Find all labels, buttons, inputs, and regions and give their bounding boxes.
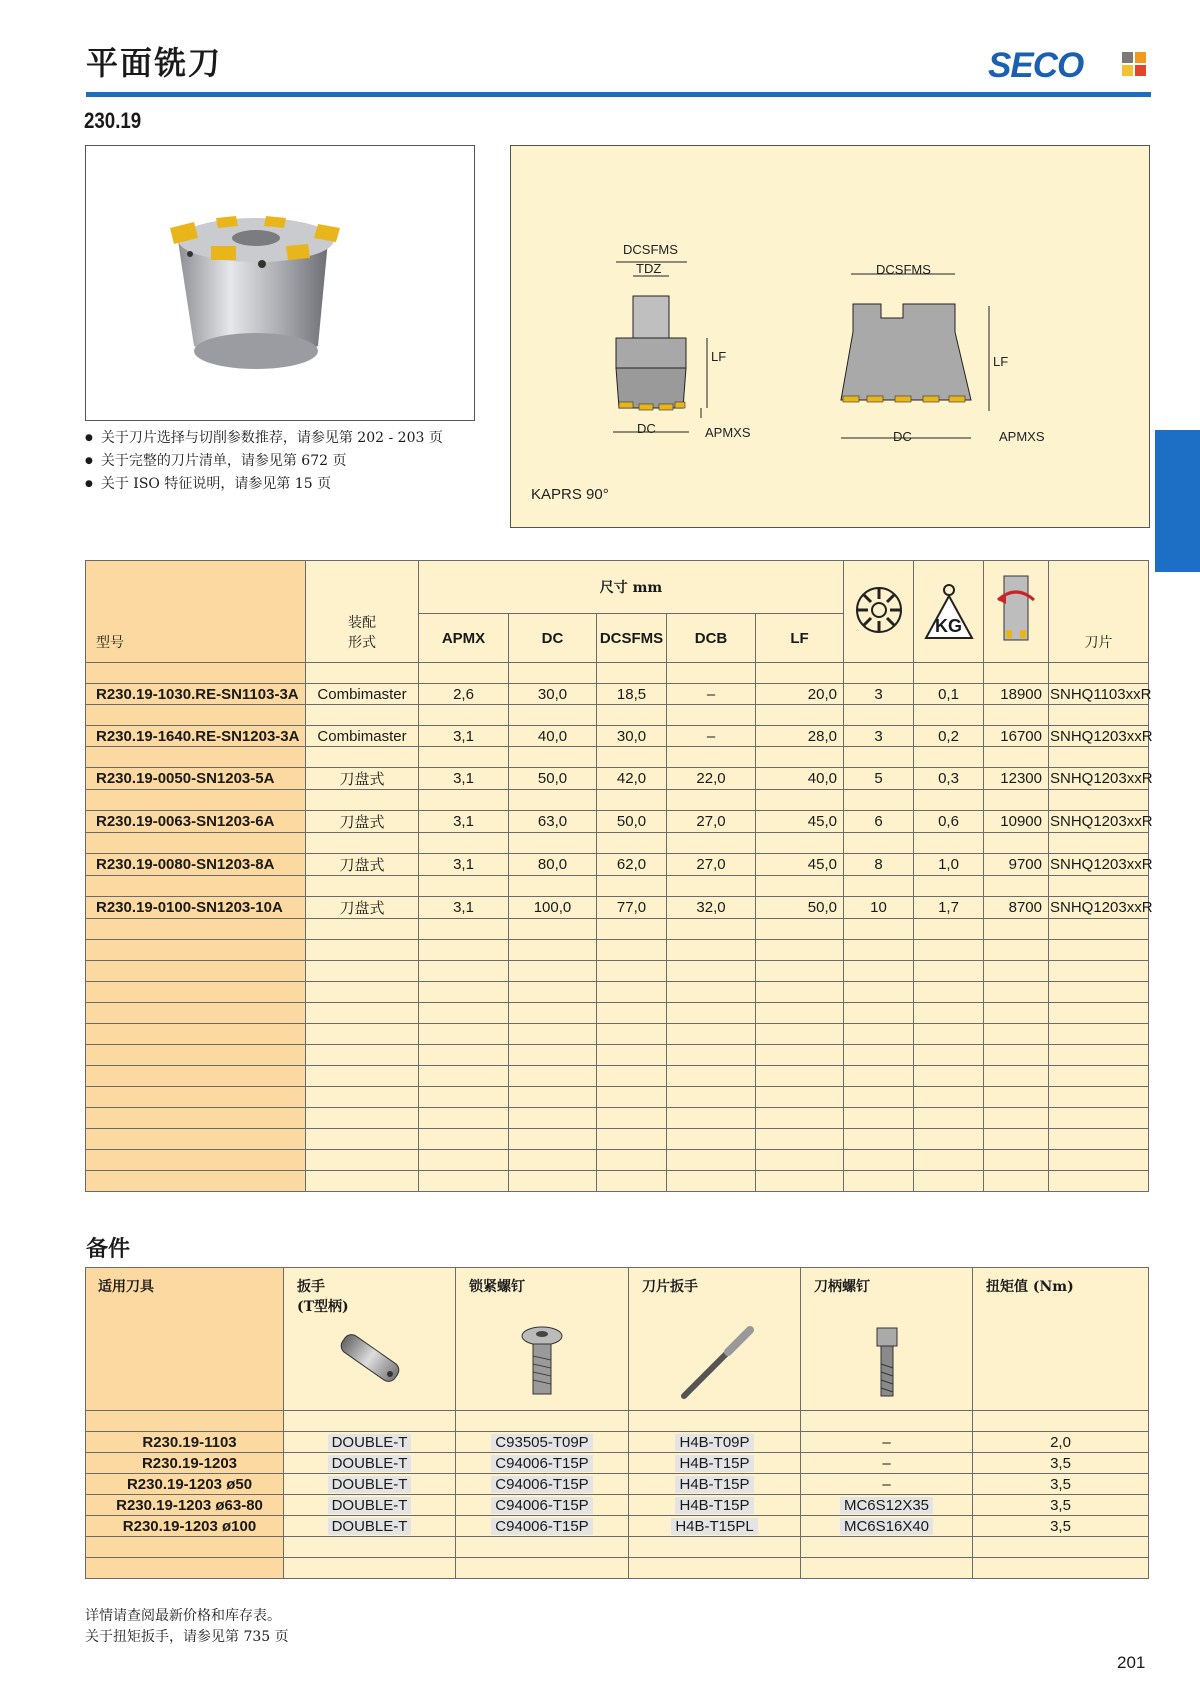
spares-shank-value: – <box>882 1433 891 1451</box>
note-item: ● 关于 ISO 特征说明，请参见第 15 页 <box>85 474 443 497</box>
mount-cell: Combimaster <box>306 726 419 747</box>
dc-cell: 40,0 <box>509 726 597 747</box>
insert-cell: SNHQ1203xxR <box>1049 811 1149 833</box>
dcb-cell: – <box>667 726 756 747</box>
spares-spacer-row <box>86 1537 1149 1558</box>
footer-notes <box>85 1606 289 1648</box>
spares-tool-cell: R230.19-1203 <box>86 1453 284 1474</box>
max-rpm-icon <box>992 570 1040 650</box>
spares-torque-cell <box>973 1474 1149 1495</box>
page-number: 201 <box>1117 1653 1146 1672</box>
z-cell: 8 <box>844 854 914 876</box>
spares-shank-cell <box>801 1474 973 1495</box>
mount-cell: 刀盘式 <box>306 811 419 833</box>
spares-row <box>86 1495 1149 1516</box>
col-kg <box>914 561 984 663</box>
spares-torque-cell <box>973 1453 1149 1474</box>
apmx-cell: 3,1 <box>419 811 509 833</box>
dcsfms-cell: 30,0 <box>597 726 667 747</box>
spares-wrench-cell <box>284 1516 456 1537</box>
spares-key-cell <box>629 1495 801 1516</box>
rpm-cell: 10900 <box>984 811 1049 833</box>
cutter-table <box>85 560 1153 1192</box>
spares-wrench-cell <box>284 1495 456 1516</box>
footer-line-1: 详情请查阅最新价格和库存表。 <box>85 1608 281 1624</box>
spacer-row <box>86 1087 1149 1108</box>
lf-cell: 50,0 <box>756 897 844 919</box>
spares-wrench-value: DOUBLE-T <box>328 1434 412 1451</box>
model-cell: R230.19-0100-SN1203-10A <box>86 897 306 919</box>
spares-wrench-value: DOUBLE-T <box>328 1518 412 1535</box>
lf-cell: 20,0 <box>756 684 844 705</box>
spares-table <box>85 1267 1149 1579</box>
spares-wrench-value: DOUBLE-T <box>328 1497 412 1514</box>
spacer-row <box>86 833 1149 854</box>
spares-screw-value: C94006-T15P <box>491 1455 592 1472</box>
model-cell: R230.19-1640.RE-SN1203-3A <box>86 726 306 747</box>
dc-cell: 100,0 <box>509 897 597 919</box>
dc-cell: 30,0 <box>509 684 597 705</box>
spares-torque-cell <box>973 1432 1149 1453</box>
z-cell: 10 <box>844 897 914 919</box>
spares-key-value: H4B-T09P <box>675 1434 753 1451</box>
z-cell: 5 <box>844 768 914 790</box>
spares-shank-value: – <box>882 1475 891 1493</box>
spares-shank-value: – <box>882 1454 891 1472</box>
spacer-row <box>86 919 1149 940</box>
dc-cell: 63,0 <box>509 811 597 833</box>
dc-cell: 80,0 <box>509 854 597 876</box>
lf-cell: 40,0 <box>756 768 844 790</box>
dcb-cell: 27,0 <box>667 854 756 876</box>
kg-cell: 1,7 <box>914 897 984 919</box>
col-mount: 装配 形式 <box>306 561 419 663</box>
spares-shank-cell <box>801 1516 973 1537</box>
tdz-label: TDZ <box>636 261 662 276</box>
spares-screw-value: C94006-T15P <box>491 1497 592 1514</box>
spares-row <box>86 1516 1149 1537</box>
spacer-row <box>86 1045 1149 1066</box>
insert-cell: SNHQ1103xxR <box>1050 685 1152 703</box>
spacer-row <box>86 876 1149 897</box>
table-row <box>86 897 1149 919</box>
model-cell: R230.19-0080-SN1203-8A <box>86 854 306 876</box>
shank-screw-header-label: 刀柄螺钉 <box>814 1279 870 1295</box>
z-cell: 3 <box>844 726 914 747</box>
spares-screw-cell <box>456 1495 629 1516</box>
spares-col-tool: 适用刀具 <box>86 1268 284 1411</box>
face-mill-image <box>86 146 474 420</box>
apmx-cell: 3,1 <box>419 726 509 747</box>
rpm-cell: 9700 <box>984 854 1049 876</box>
spares-tool-cell: R230.19-1103 <box>86 1432 284 1453</box>
insert-key-icon <box>670 1324 760 1404</box>
kg-cell: 1,0 <box>914 854 984 876</box>
spares-screw-value: C94006-T15P <box>491 1518 592 1535</box>
spares-key-cell <box>629 1516 801 1537</box>
page-title: 平面铣刀 <box>86 44 223 82</box>
note-item: ● 关于刀片选择与切削参数推荐，请参见第 202 - 203 页 <box>85 428 443 451</box>
spares-shank-value: MC6S16X40 <box>840 1518 933 1535</box>
spares-shank-cell <box>801 1432 973 1453</box>
dc-label-left: DC <box>637 421 656 436</box>
tool-drawing <box>511 146 1149 527</box>
spares-wrench-value: DOUBLE-T <box>328 1476 412 1493</box>
spares-col-insert-key <box>629 1268 801 1411</box>
apmxs-label-right: APMXS <box>999 429 1045 444</box>
spares-torque-value: 3,5 <box>1050 1496 1071 1514</box>
spares-screw-cell <box>456 1432 629 1453</box>
rpm-cell: 12300 <box>984 768 1049 790</box>
spacer-row <box>86 1066 1149 1087</box>
col-rpm <box>984 561 1049 663</box>
apmxs-label-left: APMXS <box>705 425 751 440</box>
insert-cell: SNHQ1203xxR <box>1049 854 1149 876</box>
spares-torque-cell <box>973 1516 1149 1537</box>
col-apmx: APMX <box>419 614 509 663</box>
spares-screw-value: C93505-T09P <box>491 1434 592 1451</box>
spacer-row <box>86 982 1149 1003</box>
spares-key-cell <box>629 1453 801 1474</box>
spares-screw-cell <box>456 1516 629 1537</box>
spacer-row <box>86 1024 1149 1045</box>
table-row <box>86 854 1149 876</box>
spares-torque-value: 3,5 <box>1050 1454 1071 1472</box>
col-dim-group: 尺寸 mm <box>419 561 844 614</box>
mount-cell: Combimaster <box>306 684 419 705</box>
seco-logo <box>988 46 1083 86</box>
col-lf: LF <box>756 614 844 663</box>
spares-col-shank-screw <box>801 1268 973 1411</box>
dcsfms-cell: 50,0 <box>597 811 667 833</box>
dcb-cell: 32,0 <box>667 897 756 919</box>
table-row <box>86 726 1149 747</box>
spacer-row <box>86 747 1149 768</box>
mount-cell: 刀盘式 <box>306 854 419 876</box>
dcsfms-label-right: DCSFMS <box>876 262 931 277</box>
spacer-row <box>86 961 1149 982</box>
spares-screw-cell <box>456 1474 629 1495</box>
spares-tool-cell: R230.19-1203 ø50 <box>86 1474 284 1495</box>
wrench-header-label: 扳手 (T型柄) <box>297 1279 349 1315</box>
lf-cell: 45,0 <box>756 811 844 833</box>
insert-cell: SNHQ1203xxR <box>1050 727 1153 745</box>
table-row <box>86 811 1149 833</box>
dcsfms-cell: 77,0 <box>597 897 667 919</box>
spares-shank-cell <box>801 1495 973 1516</box>
apmx-cell: 3,1 <box>419 897 509 919</box>
spares-row <box>86 1432 1149 1453</box>
spares-key-value: H4B-T15P <box>675 1497 753 1514</box>
lf-cell: 45,0 <box>756 854 844 876</box>
kg-cell: 0,1 <box>914 684 984 705</box>
spares-key-cell <box>629 1474 801 1495</box>
title-rule <box>86 92 1151 97</box>
notes-list <box>85 428 443 497</box>
spares-shank-value: MC6S12X35 <box>840 1497 933 1514</box>
spares-torque-cell <box>973 1495 1149 1516</box>
table-row <box>86 684 1149 705</box>
spares-key-cell <box>629 1432 801 1453</box>
dc-label-right: DC <box>893 429 912 444</box>
rpm-cell: 8700 <box>984 897 1049 919</box>
col-dcb: DCB <box>667 614 756 663</box>
spacer-row <box>86 790 1149 811</box>
spares-screw-value: C94006-T15P <box>491 1476 592 1493</box>
spares-wrench-cell <box>284 1453 456 1474</box>
dc-cell: 50,0 <box>509 768 597 790</box>
z-cell: 3 <box>844 684 914 705</box>
screw-header-label: 锁紧螺钉 <box>469 1279 525 1295</box>
dcb-cell: – <box>667 684 756 705</box>
spares-col-wrench <box>284 1268 456 1411</box>
table-row <box>86 768 1149 790</box>
col-dcsfms: DCSFMS <box>597 614 667 663</box>
spares-shank-cell <box>801 1453 973 1474</box>
spares-wrench-cell <box>284 1474 456 1495</box>
lf-cell: 28,0 <box>756 726 844 747</box>
col-z <box>844 561 914 663</box>
mount-cell: 刀盘式 <box>306 897 419 919</box>
spares-spacer-row <box>86 1558 1149 1579</box>
weight-label: KG <box>935 615 962 636</box>
spares-row <box>86 1474 1149 1495</box>
insert-key-header-label: 刀片扳手 <box>642 1279 698 1295</box>
col-model: 型号 <box>86 561 306 663</box>
rpm-cell: 16700 <box>984 726 1049 747</box>
lf-label-left: LF <box>711 349 727 364</box>
dcsfms-label-left: DCSFMS <box>623 242 678 257</box>
dcsfms-cell: 42,0 <box>597 768 667 790</box>
spares-tool-cell: R230.19-1203 ø100 <box>86 1516 284 1537</box>
section-tab <box>1155 430 1200 572</box>
spares-torque-value: 3,5 <box>1050 1517 1071 1535</box>
spares-row <box>86 1453 1149 1474</box>
footer-line-2: 关于扭矩扳手，请参见第 735 页 <box>85 1629 289 1645</box>
spares-torque-value: 2,0 <box>1050 1433 1071 1451</box>
spacer-row <box>86 1150 1149 1171</box>
mount-cell: 刀盘式 <box>306 768 419 790</box>
col-insert: 刀片 <box>1049 561 1149 663</box>
teeth-count-icon <box>853 584 905 636</box>
spares-key-value: H4B-T15P <box>675 1455 753 1472</box>
spares-tool-cell: R230.19-1203 ø63-80 <box>86 1495 284 1516</box>
model-cell: R230.19-0050-SN1203-5A <box>86 768 306 790</box>
model-cell: R230.19-0063-SN1203-6A <box>86 811 306 833</box>
spares-key-value: H4B-T15P <box>675 1476 753 1493</box>
dimension-diagram <box>510 145 1150 528</box>
apmx-cell: 3,1 <box>419 768 509 790</box>
z-cell: 6 <box>844 811 914 833</box>
shank-screw-icon <box>872 1324 902 1400</box>
lf-label-right: LF <box>993 354 1009 369</box>
kg-cell: 0,6 <box>914 811 984 833</box>
spacer-row <box>86 1108 1149 1129</box>
spacer-row <box>86 1129 1149 1150</box>
rpm-cell: 18900 <box>984 684 1049 705</box>
spacer-row <box>86 705 1149 726</box>
apmx-cell: 3,1 <box>419 854 509 876</box>
dcb-cell: 22,0 <box>667 768 756 790</box>
insert-cell: SNHQ1203xxR <box>1049 897 1149 919</box>
model-cell: R230.19-1030.RE-SN1103-3A <box>86 684 306 705</box>
dcsfms-cell: 62,0 <box>597 854 667 876</box>
kg-cell: 0,2 <box>914 726 984 747</box>
spares-wrench-value: DOUBLE-T <box>328 1455 412 1472</box>
spares-torque-value: 3,5 <box>1050 1475 1071 1493</box>
spacer-row <box>86 940 1149 961</box>
spacer-row <box>86 663 1149 684</box>
spares-col-torque: 扭矩值 (Nm) <box>973 1268 1149 1411</box>
spacer-row <box>86 1171 1149 1192</box>
clamp-screw-icon <box>517 1324 567 1400</box>
col-dc: DC <box>509 614 597 663</box>
spares-screw-cell <box>456 1453 629 1474</box>
spares-col-screw <box>456 1268 629 1411</box>
spares-title: 备件 <box>86 1236 131 1262</box>
dcsfms-cell: 18,5 <box>597 684 667 705</box>
kg-cell: 0,3 <box>914 768 984 790</box>
spares-key-value: H4B-T15PL <box>671 1518 757 1535</box>
brand-wordmark: SECO <box>988 46 1084 85</box>
series-code: 230.19 <box>84 108 142 133</box>
apmx-cell: 2,6 <box>419 684 509 705</box>
kaprs-label: KAPRS 90° <box>531 486 609 503</box>
spacer-row <box>86 1003 1149 1024</box>
brand-squares-icon <box>1122 52 1146 76</box>
t-wrench-icon <box>330 1328 410 1388</box>
insert-cell: SNHQ1203xxR <box>1049 768 1149 790</box>
note-item: ● 关于完整的刀片清单，请参见第 672 页 <box>85 451 443 474</box>
product-photo <box>85 145 475 421</box>
spares-wrench-cell <box>284 1432 456 1453</box>
dcb-cell: 27,0 <box>667 811 756 833</box>
